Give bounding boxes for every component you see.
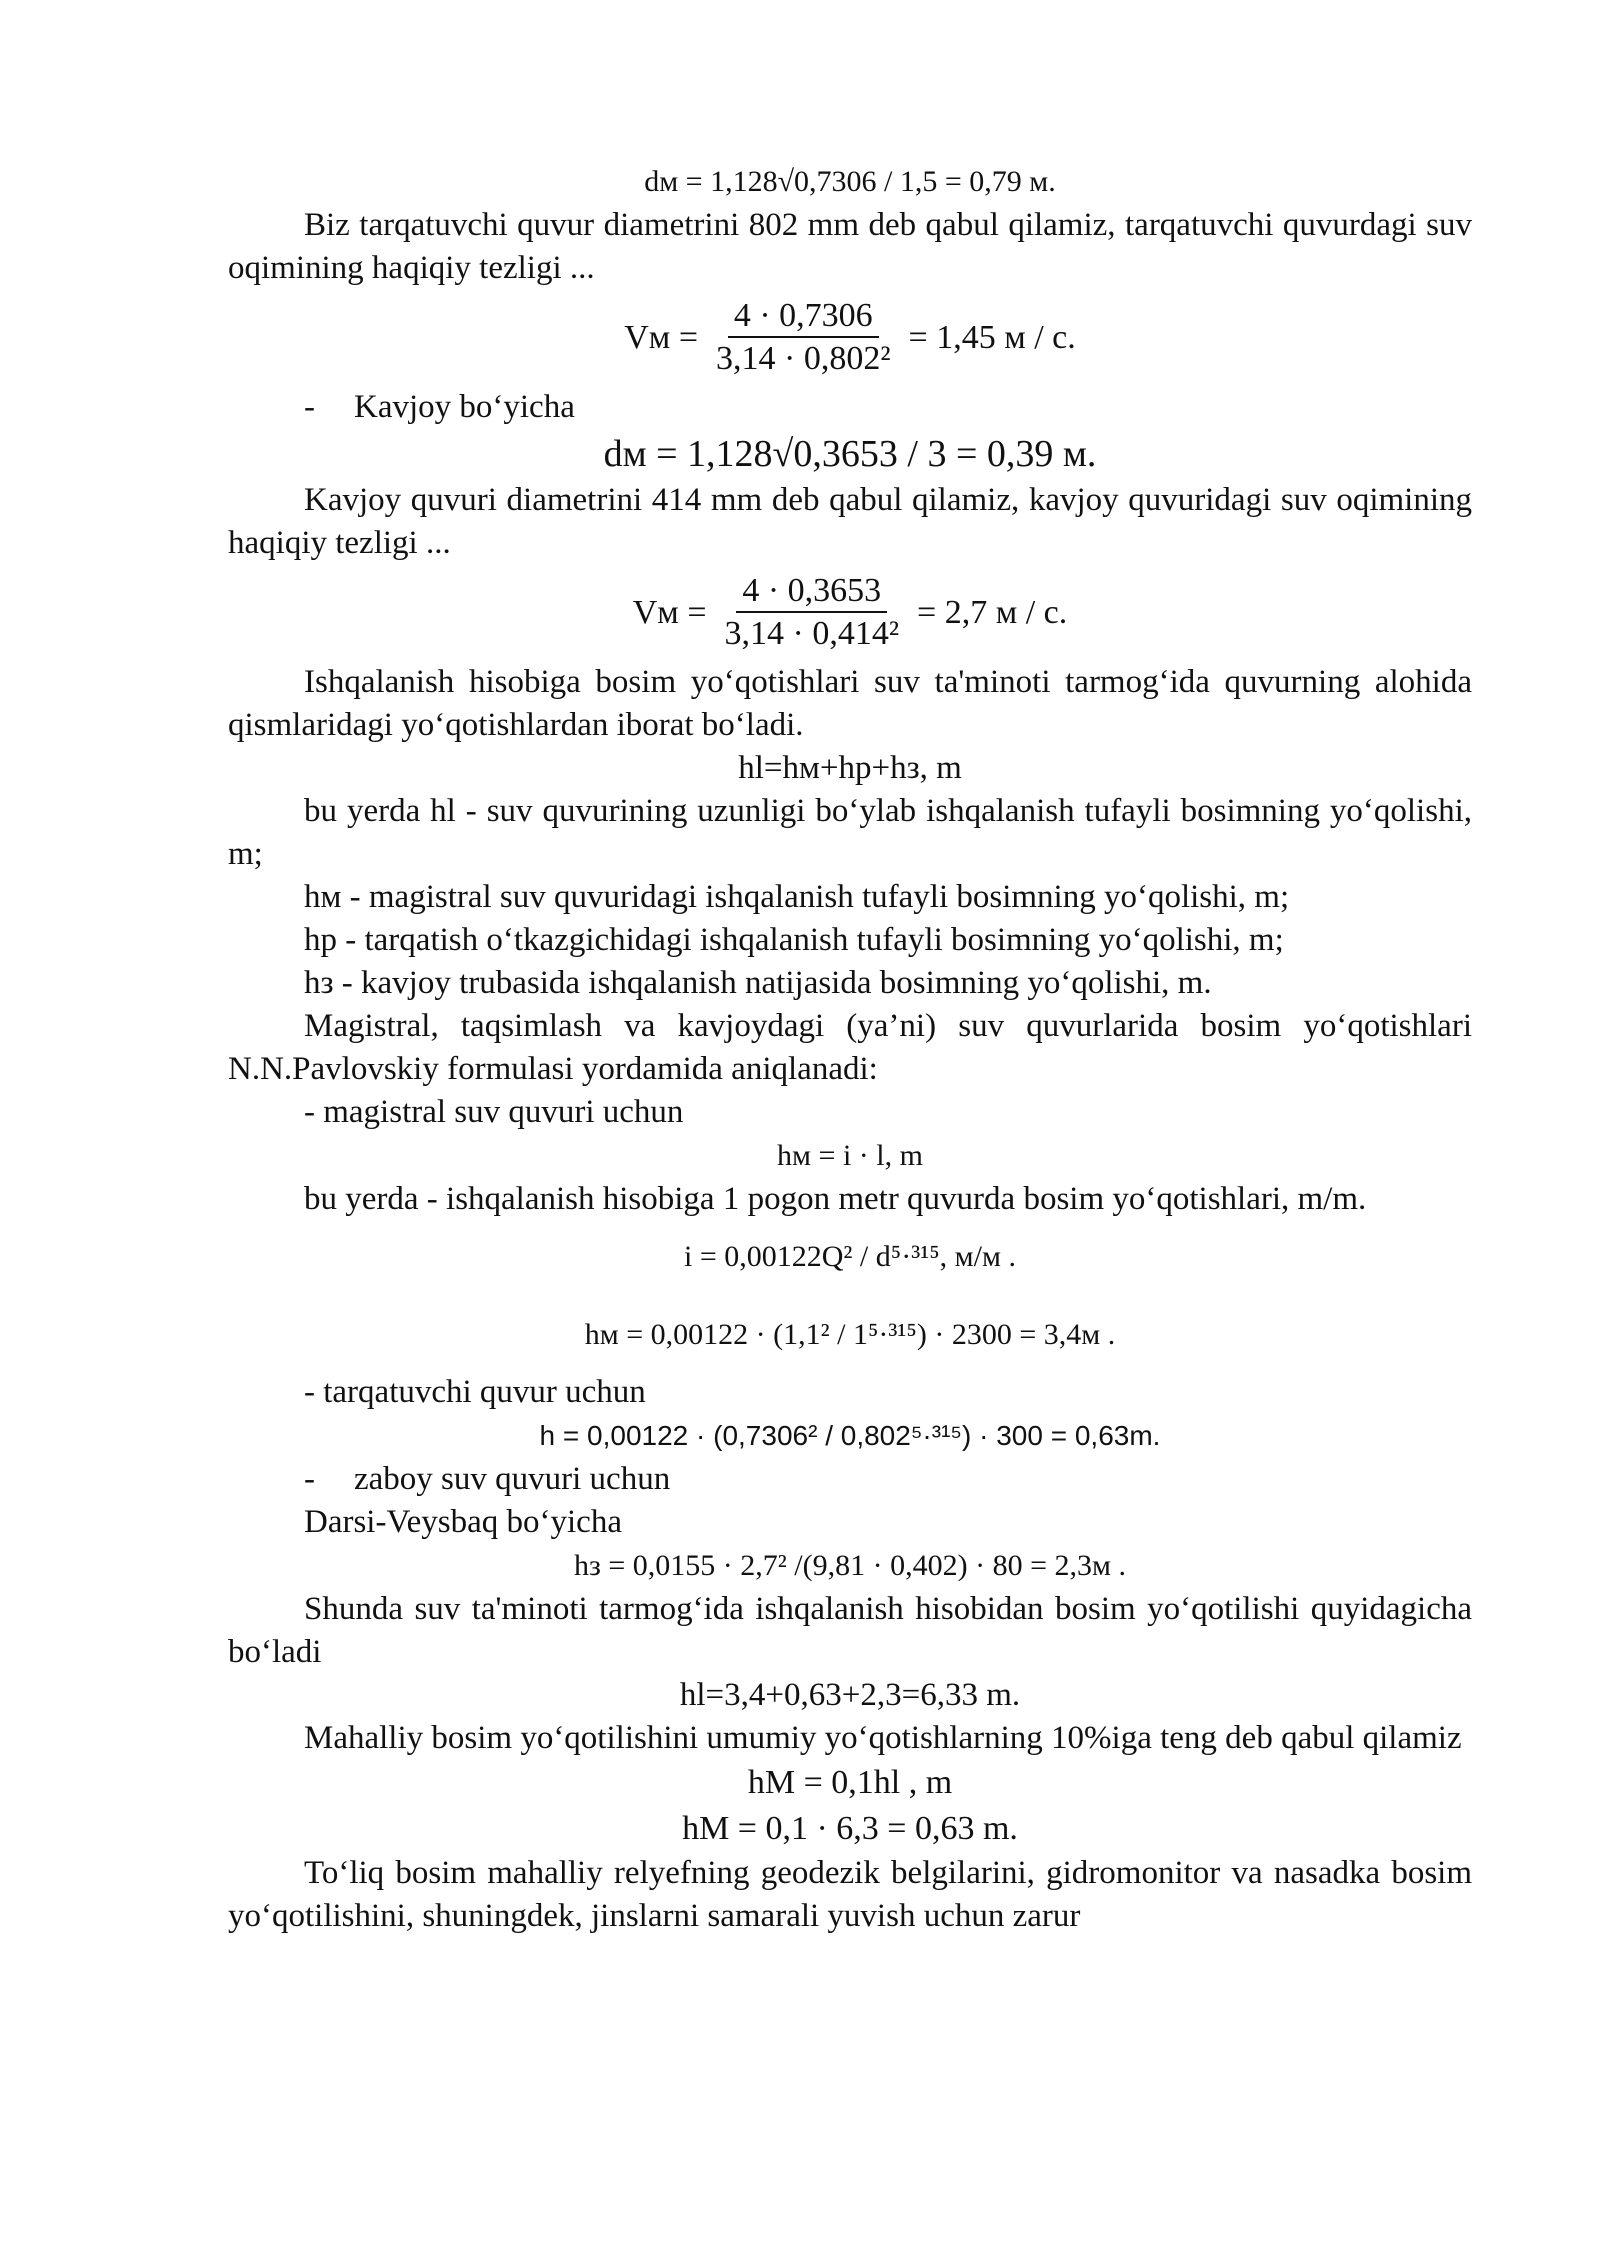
paragraph-shunda: Shunda suv ta'minoti tarmog‘ida ishqalanish hisobidan bosim yo‘qotilishi quyidagicha bo‘ladi xyxy=(228,1591,1472,1670)
list-dash: - xyxy=(304,389,315,425)
fraction-denominator: 3,14 · 0,802² xyxy=(716,340,891,377)
list-item-zaboy xyxy=(228,1458,1472,1501)
equation-lhs: Vм = xyxy=(624,319,698,356)
equation-hM-value: hМ = 0,1 · 6,3 = 0,63 m. xyxy=(682,1810,1018,1847)
equation-dm-kavjoy: dм = 1,128√0,3653 / 3 = 0,39 м. xyxy=(603,433,1097,475)
equation-i-formula: i = 0,00122Q² / d⁵·³¹⁵, м/м . xyxy=(684,1240,1016,1273)
equation-hz-value: hз = 0,0155 · 2,7² /(9,81 · 0,402) · 80 = 2,3м . xyxy=(574,1549,1126,1582)
paragraph-mahalliy: Mahalliy bosim yo‘qotilishini umumiy yo‘qotishlarning 10%iga teng deb qabul qilamiz xyxy=(304,1720,1462,1756)
equation-hM-definition: hМ = 0,1hl , m xyxy=(747,1764,953,1801)
equation-rhs: = 1,45 м / с. xyxy=(908,319,1076,356)
equation-hl-value: hl=3,4+0,63+2,3=6,33 m. xyxy=(679,1677,1021,1713)
equation-hm-value: hм = 0,00122 · (1,1² / 1⁵·³¹⁵) · 2300 = 3,4м . xyxy=(584,1318,1116,1351)
list-item-kavjoy xyxy=(228,386,1472,429)
equation-dm-magistral: dм = 1,128√0,7306 / 1,5 = 0,79 м. xyxy=(644,165,1056,198)
paragraph-hl-definition: bu yerda hl - suv quvurining uzunligi bo‘ylab ishqalanish tufayli bosimning yo‘qolishi, m; xyxy=(228,793,1472,872)
paragraph-tarqatuvchi-diameter: Biz tarqatuvchi quvur diametrini 802 mm deb qabul qilamiz, tarqatuvchi quvurdagi suv oqimining haqiqiy tezligi ... xyxy=(228,207,1472,286)
paragraph-toliq-bosim: To‘liq bosim mahalliy relyefning geodezik belgilarini, gidromonitor va nasadka bosim yo‘qotilishini, shuningdek, jinslarni samarali yuvish uchun zarur xyxy=(228,1855,1472,1934)
paragraph-hm-definition: hм - magistral suv quvuridagi ishqalanish tufayli bosimning yo‘qolishi, m; xyxy=(304,879,1290,915)
list-dash: - xyxy=(304,1461,315,1497)
equation-velocity-kavjoy xyxy=(228,565,1472,661)
paragraph-tarqatuvchi-uchun: - tarqatuvchi quvur uchun xyxy=(304,1374,646,1410)
paragraph-magistral-uchun: - magistral suv quvuri uchun xyxy=(304,1094,684,1130)
paragraph-darsi-veysbaq: Darsi-Veysbaq bo‘yicha xyxy=(304,1504,622,1540)
paragraph-kavjoy-diameter: Kavjoy quvuri diametrini 414 mm deb qabul qilamiz, kavjoy quvuridagi suv oqimining haqiqiy tezligi ... xyxy=(228,482,1472,561)
equation-h-tarqatuvchi: h = 0,00122 · (0,7306² / 0,802⁵·³¹⁵) · 300 = 0,63m. xyxy=(539,1420,1161,1451)
paragraph-hz-definition: hз - kavjoy trubasida ishqalanish natijasida bosimning yo‘qolishi, m. xyxy=(304,965,1212,1001)
paragraph-hp-definition: hp - tarqatish o‘tkazgichidagi ishqalanish tufayli bosimning yo‘qolishi, m; xyxy=(304,922,1284,958)
fraction-numerator: 4 · 0,3653 xyxy=(736,571,887,613)
equation-velocity-tarqatuvchi xyxy=(228,290,1472,386)
equation-lhs: Vм = xyxy=(632,594,707,631)
equation-rhs: = 2,7 м / с. xyxy=(917,594,1068,631)
list-item-label: zaboy suv quvuri uchun xyxy=(354,1461,671,1497)
paragraph-i-definition: bu yerda - ishqalanish hisobiga 1 pogon metr quvurda bosim yo‘qotishlari, m/m. xyxy=(304,1181,1367,1217)
fraction xyxy=(710,296,897,380)
equation-hl-sum: hl=hм+hp+hз, m xyxy=(738,750,962,786)
fraction xyxy=(719,571,906,655)
fraction-numerator: 4 · 0,7306 xyxy=(728,296,879,338)
page-content xyxy=(228,160,1472,1938)
paragraph-pavlovskiy: Magistral, taqsimlash va kavjoydagi (ya’ni) suv quvurlarida bosim yo‘qotishlari N.N.Pavlovskiy formulasi yordamida aniqlanadi: xyxy=(228,1008,1472,1087)
paragraph-ishqalanish: Ishqalanish hisobiga bosim yo‘qotishlari suv ta'minoti tarmog‘ida quvurning alohida qismlaridagi yo‘qotishlardan iborat bo‘ladi. xyxy=(228,664,1472,743)
list-item-label: Kavjoy bo‘yicha xyxy=(354,389,575,425)
fraction-denominator: 3,14 · 0,414² xyxy=(724,615,900,652)
equation-hm-definition: hм = i · l, m xyxy=(777,1139,923,1172)
